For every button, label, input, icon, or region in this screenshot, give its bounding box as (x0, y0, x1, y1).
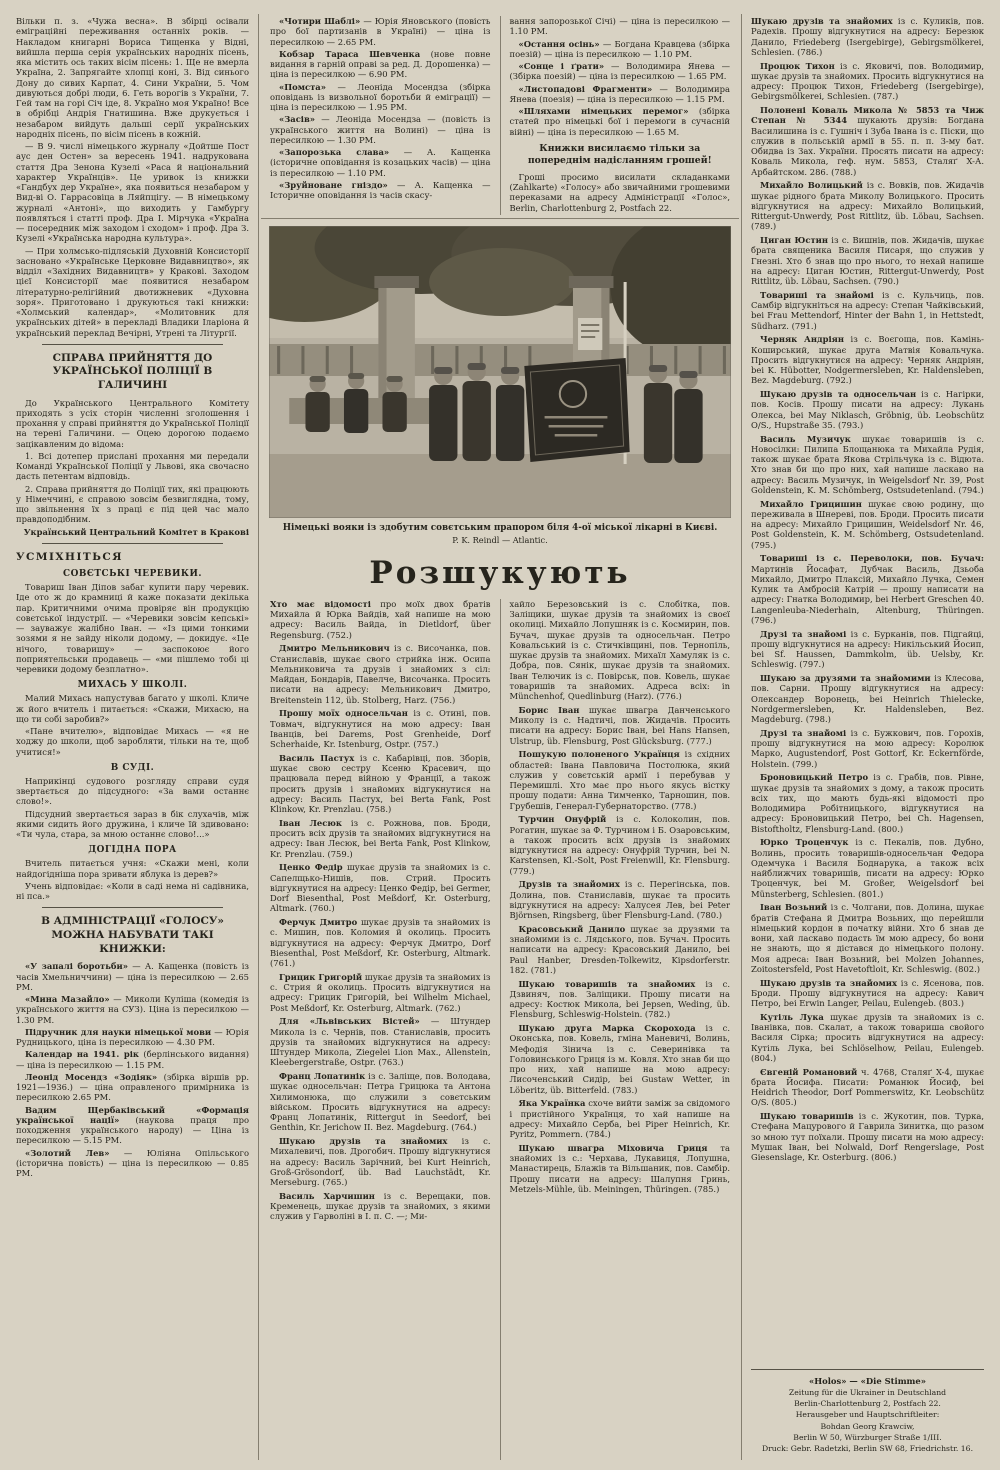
news-item: Календар на 1941. рік (берлінського видання) — ціна із пересилкою — 1.15 РМ. (16, 1049, 250, 1070)
notice: Процюк Тихон із с. Яковичі, пов. Володимир, шукає друзів та знайомих. Просить відгукнутися на адресу: Процюк Тихон, Friedeberg (Isergebirge), Gebirgsmölkerei, Schlesien. (787.) (751, 60, 984, 102)
photo-credit: P. K. Reindl — Atlantic. (452, 534, 548, 545)
sub-heading: ДОГІДНА ПОРА (88, 845, 177, 856)
imprint-line: Berlin-Charlottenburg 2, Postfach 22. (794, 1399, 941, 1409)
photo-kyiv-soldiers (269, 226, 731, 545)
notice: Циган Юстин із с. Вишнів, пов. Жидачів, шукає брата священика Василя Писаря, що служив у Гнезні. Хто б знав що про нього, то нехай напише на адресу: Циган Юстин, Rittergut-Unwerdy, Post Rittlitz, üb. Löbau, Sachsen. (790.) (751, 235, 984, 286)
news-item: Наприкінці судового розгляду справи судя звертається до підсудного: «За вами останнє слово!». (16, 775, 249, 807)
book-ad: вання запорозької Січі) — ціна із пересилкою — 1.10 РМ. (509, 16, 730, 37)
signature: Український Центральний Комітет в Кракові (23, 526, 249, 537)
news-item: До Українського Центрального Комітету приходять з усіх сторін численні зголошення і прохання у справі прийняття до Української Поліції на терені Галичини. — Оцею дорогою подаємо зацікавленим до відома: (16, 397, 249, 449)
notice: Товариші та знайомі із с. Кульчиць, пов. Самбір відгукніться на адресу: Степан Чайківський, bei Frau Mettendorf, Hinter der Bahn 1, in Hettstedt, Südharz. (791.) (751, 289, 984, 331)
notice: Шукаю товаришів із с. Жукотин, пов. Турка, Стефана Мацурового й Гаврила Зинитка, що разом зо мною тут поїхали. Прошу писати на мою адресу: Мушак Іван, bei Nolwald, Dorf Rengerslage, Post Giesenslage, Kr. Osterburg. (806.) (751, 1111, 984, 1162)
imprint (751, 1369, 984, 1454)
imprint-masthead: «Holos» — «Die Stimme» (809, 1375, 926, 1386)
book-ad: Кобзар Тараса Шевченка (нове повне видання в гарній оправі за ред. Д. Дорошенка) — ціна із пересилкою — 6.90 РМ. (270, 48, 491, 80)
book-ad: «Засів» — Леоніда Мосендза — (повість із українського життя на Волині) — ціна із пересилкою — 1.30 РМ. (270, 114, 491, 145)
photo-caption: Німецькі вояки із здобутим совєтським прапором біля 4-ої міської лікарні в Києві. (282, 522, 718, 533)
notice: Кутіль Лука шукає друзів та знайомих із с. Іванівка, пов. Скалат, а також товариша свойого Василя Сірка; просить відгукнутися на адресу: Кутіль Лука, bei Schlöselhow, Peilau, Eulengeb. (804.) (751, 1011, 984, 1063)
imprint-line: Herausgeber und Hauptschriftleiter: (795, 1410, 940, 1420)
divider (261, 218, 739, 219)
column-2-books (261, 16, 500, 215)
news-item: «У запалі боротьби» — А. Кащенка (повість із часів Хмельниччини) — ціна із пересилкою — 2.65 РМ. (16, 961, 250, 992)
book-ad: Гроші просимо висилати складанками (Zahlkarte) «Голосу» або звичайними грошевими переказами на адресу Адміністрації «Голос», Berlin, Charlottenburg 2, Postfach 22. (509, 171, 730, 213)
notice: Хто має відомості про моїх двох братів Михайла й Юрка Вайдів, хай напише на мою адресу: Василь Вайда, in Dietldorf, über Regensburg. (752.) (270, 598, 491, 640)
sub-heading: СОВЄТСЬКІ ЧЕРЕВИКИ. (63, 569, 202, 580)
imprint-line: Druck: Gebr. Radetzki, Berlin SW 68, Friedrichstr. 16. (761, 1443, 974, 1453)
notice: Шукаю товаришів та знайомих із с. Дзвиняч, пов. Заліщики. Прошу писати на адресу: Костюк Микола, bei Jepsen, Weding, üb. Flensburg, Schleswig-Holstein. (782.) (509, 978, 730, 1020)
column-4 (742, 14, 988, 1460)
imprint-line: Zeitung für die Ukrainer in Deutschland (788, 1388, 947, 1398)
notice: Друзі та знайомі із с. Бурканів, пов. Підгайці, прошу відгукнутися на адресу: Никільський Йосип, bei Sf. Haussen, Dammkolm, üb. Uelsby, Kr. Schleswig. (797.) (751, 628, 984, 670)
notice: Юрко Троценчук із с. Пекалів, пов. Дубно, Волинь, просить товаришів-односельчан Федора Одемчука і Василя Боднарука, а також всіх найближчих товаришів, писати на адресу: Юрко Троценчук, bei M. Großer, Weigelsdorf bei Münsterberg, Schlesien. (801.) (751, 837, 985, 899)
notice: Іван Возьний із с. Чолгани, пов. Долина, шукає братів Стефана й Дмитра Возьних, що перейшли німецький кордон в початку війни. Хто б знав де вони, хай ласкаво подасть їм мою адресу, бо вони не знають, що я дістався до німецького полону. Моя адреса: Іван Возьний, bei Molzen Johannes, Zoitostersfeld, Post Havetoftloit, Kr. Schleswig. (802.) (751, 902, 984, 974)
news-item: 1. Всі дотепер прислані прохання ми передали Команді Української Поліції у Львові, яка свочасно дасть петентам відповідь. (16, 450, 249, 482)
section-heading: В АДМІНІСТРАЦІЇ «ГОЛОСУ» МОЖНА НАБУВАТИ ТАКІ КНИЖКИ: (41, 915, 224, 955)
news-item: 2. Справа прийняття до Поліції тих, які працюють у Німеччині, є справою зовсім безвиглядна, тому, що звільнення їх з праці є під цей час мало правдоподібним. (16, 483, 249, 525)
news-item: Підручник для науки німецької мови — Юрія Рудницького, ціна із пересилкою — 4.30 РМ. (16, 1026, 249, 1048)
notice: Дмитро Мельникович із с. Височанка, пов. Станиславів, шукає свого стрийка інж. Осипа Мельниковича та друзів і знайомих з сіл: Майдан, Бондарів, Павелче, Височанка. Просить писати на адресу: Мельникович Дмитро, Breitenstein 112, üb. Stolberg, Harz. (756.) (270, 643, 491, 705)
book-ad: «Листопадові Фрагменти» — Володимира Янева (поезія) — ціна із пересилкою — 1.15 РМ. (509, 83, 730, 104)
book-ad: «Сонце і ґрати» — Володимира Янева — (Збірка поезій) — ціна із пересилкою — 1.65 РМ. (509, 61, 730, 82)
photo-caption-wrap (269, 523, 731, 545)
notice: Борис Іван шукає швагра Данченського Миколу із с. Надтичі, пов. Жидачів. Просить писати на адресу: Борис Іван, bei Hans Hansen, Ulstrup, üb. Flensburg, Post Glücksburg. (777.) (509, 704, 730, 746)
news-item: Вчитель питається учня: «Скажи мені, коли найдогідніша пора зривати яблука із дерев?» (16, 858, 249, 879)
notice: Шукаю за друзями та знайомими із Клесова, пов. Сарни. Прошу відгукнутися на адресу: Олександер Воронець, bei Heinrich Thielecke, Nordgermersleben, Kr. Haldensleben, Bez. Magdeburg. (798.) (751, 673, 984, 724)
search-notices-row (261, 599, 739, 1460)
notice: Черняк Андріян із с. Воєгоща, пов. Камінь-Коширський, шукає друга Матвія Ковальчука. Просить відгукнутися на адресу: Черняк Андріян, bei K. Hübotter, Nodgermersleben, Kr. Haldensleben, Bez. Magdeburg. (792.) (751, 334, 984, 386)
notice: Михайло Волицький із с. Вовків, пов. Жидачів шукає рідного брата Миколу Волицького. Просить відгукнутися на адресу: Михайло Волицький, Rittergut-Unwerdy, Post Rittlitz, üb. Löbau, Sachsen. (789.) (751, 180, 984, 232)
news-item: Малий Михась напустував багато у школі. Кличе ж його вчитель і питається: «Скажи, Михасю, на що ти собі заробив?» (16, 693, 249, 724)
notice: Яка Українка схоче вийти заміж за свідомого і пристійного Українця, то хай напише на адресу: Михайло Серба, bei Piper Heinrich, Kr. Pyritz, Pommern. (784.) (509, 1098, 730, 1140)
notice: Шукаю друга Марка Скорохода із с. Оконська, пов. Ковель, гміна Маневичі, Волинь, Мефодія Зінича із с. Северинівка та Головинського Гриця із м. Ковля. Хто знав би що про них, хай напише на мою адресу: Лисоченський Сидір, bei Gustaw Wetter, in Löberitz, üb. Bitterfeld. (783.) (509, 1023, 730, 1095)
notice: Ферчук Дмитро шукає друзів та знайомих із с. Мишин, пов. Коломия й околиць. Просить відгукнутися на адресу: Ферчук Дмитро, Dorf Biesenthal, Post Meßdorf, Kr. Osterburg, Altmark. (761.) (270, 917, 491, 969)
notice: Для «Львівських Вістей» — Штундер Микола із с. Чернів, пов. Станиславів, просить друзів та знайомих відгукнутися на адресу: Штундер Микола, Ziegelei Lion Max., Allenstein, Kleebergerstraße, Ostpr. (763.) (270, 1016, 491, 1068)
column-1 (12, 14, 258, 1460)
bold-note: Книжки висилаємо тільки за попереднім надісланням грошей! (527, 142, 712, 166)
sub-heading: МИХАСЬ У ШКОЛІ. (77, 680, 188, 691)
notice: Прошу моїх односельчан із с. Отині, пов. Товмач, відгукнутися на мою адресу: Іван Іванців, bei Darems, Post Grenheide, Dorf Scherhaide, Kr. Istenburg, Ostpr. (757.) (270, 708, 491, 750)
column-4-notices (751, 16, 984, 1166)
book-ad: «Запорозька слава» — А. Кащенка (історичне оповідання із козацьких часів) — ціна із пересилкою — 1.10 РМ. (270, 147, 491, 178)
notice: Красовський Данило шукає за друзями та знайомими із с. Лядського, пов. Бучач. Просить написати на адресу: Красовський Данило, bei Paul Hanber, Dresden-Tolkewitz, Kipsdorferstr. 182. (781.) (509, 923, 730, 975)
news-item: Товариш Іван Діпов забаг купити пару черевик. Іде ото ж до крамниці й каже показати декілька пар. Критичними очима провіряє він продукцію совєтської індустрії. — «Черевики зовсім кепські» — зауважує жалібно Іван. — «Із цими тонкими зозями я не зайду ніколи додому, — докидує. «Це нічого, товаришу» — заспокоює його поприятельськи продавець — «ми пішлемо тобі ці черевики додому безплатно». (16, 582, 249, 675)
notice: Михайло Грицишин шукає свою родину, що переживала в Шнереві, пов. Броди. Просить писати на адресу: Михайло Грицишин, Weidelsdorf Nr. 46, Post Goldenstein, K. M. Schömberg, Ostsudetenland. (795.) (751, 498, 984, 550)
imprint-line: Berlin W 50, Würzburger Straße 1/III. (793, 1432, 942, 1442)
notice: Ценко Федір шукає друзів та знайомих із с. Сапелщько-Нишів, пов. Стрий. Просить відгукнутися на адресу: Ценко Федір, bei Germer, Dorf Biesenthal, Post Meßdorf, Kr. Osterburg, Altmark. (760.) (270, 862, 491, 914)
divider (42, 543, 223, 544)
notice: Пошукую полоненого Українця із східних областей: Івана Павловича Постолюка, який служив у совєтській армії і перебував у Перемишлі. Хто має про нього якусь вістку прошу подати: Анна Тимченко, Тарношин, пов. Грубешів, Генерал-Губернаторство. (778.) (509, 749, 730, 811)
section-title-rozshukuyut: Розшукують (369, 554, 631, 591)
book-ads-row (261, 16, 739, 215)
news-item: — При холмсько-підляській Духовній Консисторії засновано «Українське Церковне Видавництво», як відділ «Західних Видавництв» у Кракові. Заходом цієї Консисторії має появитися незабаром літературно-релігійний двотижневик «Духовна зоря». Приготовано і друкуються такі книжки: «Холмський календар», «Молитовник для українських дітей» в перекладі Владики Іларіона й український переклад Вечірні, Утрені та Літургії. (16, 245, 249, 338)
notice: Франц Лопатинік із с. Заліще, пов. Володава, шукає односельчан: Петра Грицюка та Антона Хилимонюка, що служили з совєтським військом. Просить відгукнутися на адресу: Франц Лопатинік, Rittergut in Seedorf, bei Genthin, Kr. Jerichow II. Bez. Magdeburg. (764.) (270, 1071, 491, 1133)
news-item: Учень відповідає: «Коли в саді нема ні садівника, ні пса.» (16, 880, 249, 902)
notice: Євгеній Романовий ч. 4768, Сталяґ X-4, шукає брата Йосифа. Писати: Романюк Йосиф, bei Heidrich Theodor, Dorf Pommerswitz, Kr. Leobschütz O/S. (805.) (751, 1066, 984, 1108)
book-ad: «Чотири Шаблі» — Юрія Яновського (повість про бої партизанів в Україні) — ціна із пересилкою — 2.65 РМ. (270, 16, 491, 47)
notice: Шукаю друзів та знайомих із с. Куликів, пов. Радехів. Прошу відгукнутися на адресу: Березюк Данило, Friedeberg (Isergebirge), Gebirgsmölkerei, Schlesien. (786.) (751, 16, 984, 57)
column-3-notices (500, 599, 740, 1460)
column-3-books (500, 16, 740, 215)
divider (42, 344, 223, 345)
notice: Шукаю друзів та знайомих із с. Михалевичі, пов. Дрогобич. Прошу відгукнутися на адресу: Василь Зарічний, bei Kurt Heinrich, Groß-Grösondorf, üb. Bad Lauchstädt, Kr. Merseburg. (765.) (270, 1136, 491, 1188)
notice: Шукаю друзів та знайомих із с. Ясенова, пов. Броди. Прошу відгукнутися на адресу: Кавич Петро, bei Erwin Langer, Peilau, Eulengeb. (803.) (751, 977, 985, 1008)
book-ad: «Зруйноване гніздо» — А. Кащенка — Історичне оповідання із часів скасу- (270, 179, 491, 200)
news-item: «Золотий Лев» — Юліяна Опільського (історична повість) — ціна із пересилкою — 0.85 РМ. (16, 1147, 249, 1179)
news-item: Леонід Мосендз «Зодіяк» (збірка віршів рр. 1921—1936.) — ціна оправленого примірника із пересилкою 2.65 РМ. (16, 1071, 249, 1103)
news-item: — В 9. числі німецького журналу «Дойтше Пост аус ден Остен» за вересень 1941. надрукована стаття Дра Зенона Кузелі «Раса й національний характер Українців». Це уривок із книжки «Гандбух дер Україне», яка появиться незабаром у Вид-ві О. Гаррасовіца в Ляйпцігу. — В німецькому журналі «Антоні», що виходить у Гамбургу появляться і статті проф. Дра І. Мірчука «Україна — посередник між заходом і сходом» і проф. Дра З. Кузелі «Українська народна культура». (16, 141, 249, 244)
book-ad: «Помста» — Леоніда Мосендза (збірка оповідань із визвольної боротьби й еміграції) — ціна із пересилкою — 1.95 РМ. (270, 81, 491, 112)
news-item: Вільки п. з. «Чужа весна». В збірці осівали еміграційні переживання останніх років. — Накладом книгарні Вориса Тищенка у Відні, вийшла перша серія українських народніх пісень, яка містить ось таких вісім пісень: 1. Ще не вмерла Україна, 2. Запрягайте хлопці коні, 3. Від синього Дону до сивих Карпат, 4. Сини України, 5. Чом дивуються добрі люди, 6. Геть ворогів з України, 7. Гей там на горі Січ іде, 8. Україно моя Україно! Все в обрібці Андрія Гнатишина. Вже друкується і незабаром вийдуть дальші серії українських народніх пісень, по вісім пісень в кожній. (16, 16, 249, 139)
news-item: Вадим Щербаківський «Формація української нації» (наукова праця про походження українського народу) — Ціна із пересилкою — 5.15 РМ. (16, 1104, 249, 1146)
notice: Грицик Григорій шукає друзів та знайомих із с. Стрия й околиць. Просить відгукнутися на адресу: Грицик Григорій, bei Wilhelm Michael, Post Meßdorf, Kr. Osterburg, Altmark. (762.) (270, 971, 491, 1013)
book-ad: «Шляхами німецьких перемог» (збірка статей про німецькі бої і перемоги в сучасній війні) — ціна із пересилкою — 1.65 М. (509, 106, 730, 137)
sub-heading: В СУДІ. (110, 762, 155, 773)
notice: Василь Музичук шукає товаришів із с. Новосілки: Пилипа Блощанюка та Михайла Рудія, також шукає брата Якова Стрільчука із с. Відюта. Хто знав би що про них, хай напише ласкаво на адресу: Василь Музичук, in Weigelsdorf Nr. 39, Post Goldenstein, K. M. Schömberg, Ostsudetenland. (794.) (751, 433, 984, 495)
section-heading: СПРАВА ПРИЙНЯТТЯ ДО УКРАЇНСЬКОЇ ПОЛІЦІЇ В ГАЛИЧИНІ (52, 351, 213, 392)
book-ad: «Остання осінь» — Богдана Кравцева (збірка поезій) — ціна із пересилкою — 1.10 РМ. (509, 38, 730, 59)
column-2-notices (261, 599, 500, 1460)
notice: Полонені Коваль Микола № 5853 та Чиж Степан № 5344 шукають друзів: Богдана Василишина із с. Гушніч і Зуба Івана із с. Піски, що служив в польській армії в 55. п. п. 3-му бат. Обидва із Зах. України. Просять писати на адресу: Коваль Микола, геф. нум. 5853, Сталяґ X-А. Арбайтском. 286. (788.) (751, 105, 984, 177)
imprint-line: Bohdan Georg Krawciw, (820, 1421, 915, 1431)
middle-section (258, 14, 742, 1460)
notice: Броновицький Петро із с. Грабів, пов. Рівне, шукає друзів та знайомих з дому, а також просить всіх тих, що мають будь-які відомості про Володимира Робітницького, відгукнутися на адресу: Броновицький Петро, bei Ch. Hagensen, Bistoftholtz, Flensburg-Land. (800.) (751, 772, 984, 834)
news-item: «Мина Мазайло» — Миколи Куліша (комедія із українського життя на СУЗ). Ціна із пересилкою — 1.30 РМ. (16, 994, 249, 1025)
news-item: «Пане вчителю», відповідає Михась — «я не ходжу до школи, щоб заробляти, тільки на те, щоб учитися!» (16, 726, 249, 757)
notice: Василь Харчишин із с. Верещаки, пов. Кременець, шукає друзів та знайомих, з якими служив у Гарволіні в І. п. С. —; Ми- (270, 1190, 491, 1222)
notice: Друзі та знайомі із с. Бужкович, пов. Горохів, прошу відгукнутися на мою адресу: Королюк Марко, Augustendorf, Post Gottorf, Kr. Eckernförde, Holstein. (799.) (751, 727, 984, 769)
photo-illustration (269, 226, 731, 518)
columns-wrap (12, 14, 988, 1460)
notice: Василь Пастух із с. Кабарівці, пов. Зборів, шукає свою сестру Ксеню Красевич, що працювала перед війною у Франції, а також просить друзів і знайомих відгукнутися на адресу: Василь Пастух, bei Berta Fank, Post Klinkow, Kr. Prenzlau. (758.) (270, 752, 491, 815)
section-heading: УСМІХНІТЬСЯ (16, 551, 123, 564)
notice: Турчин Онуфрій із с. Колоколин, пов. Рогатин, шукає за Ф. Турчином і Б. Озаровським, а також просить всіх друзів із знайомих відгукнутися на адресу: Онуфрій Турчин, bei N. Karstensen, Kl.-Solt, Post Freienwill, Kr. Flensburg. (779.) (509, 814, 730, 876)
notice: Шукаю швагра Міховича Гриця та знайомих із с.: Черхава, Лукавиця, Лопушна, Манастирець, Блажів та Вільшаник, пов. Самбір. Прошу писати на адресу: Шалупня Гринь, Metzels-Mühle, üb. Meiningen, Thüringen. (785.) (509, 1142, 730, 1194)
notice: Шукаю друзів та односельчан із с. Нагірки, пов. Косів. Прошу писати на адресу: Лукань Олекса, bei May Niklasch, Gröbnig, üb. Leobschütz O/S., Hupstraße 35. (793.) (751, 389, 984, 430)
news-item: Підсудний звертається зараз в бік слухачів, між якими сидить його дружина, і кличе їй здивовано: «Ти чула, стара, за мною останнє слово!...» (16, 808, 249, 840)
notice: хайло Березовський із с. Слобітка, пов. Заліщики, шукає друзів та знайомих із своєї околиці. Михайло Лопушняк із с. Космирин, пов. Бучач, шукає друзів та односельчан. Петро Ковальський із с. Стичківщині, пов. Тернопіль, шукає друзів та знайомих. Михаїл Хамуляк із с. Добра, пов. Сянік, шукає друзів та знайомих. Іван Телючик із с. Повірськ, пов. Ковель, шукає товаришів та знайомих. Адреса всіх: in Münchenhof, Quedlinburg (Harz). (776.) (509, 598, 730, 702)
notice: Друзів та знайомих із с. Перегінська, пов. Долина, пов. Станиславів, шукає та просить відгукнутися на адресу: Халусея Лев, bei Peter Björnsen, Ringsberg, über Flensburg-Land. (780.) (509, 879, 730, 921)
divider (42, 907, 223, 908)
notice: Товариші із с. Переволоки, пов. Бучач: Мартинів Йосафат, Дубчак Василь, Дзьоба Михайло, Дмитро Плаксій, Михайло Лучка, Семен Кулик та Амбросій Катрій — прошу написати на адресу: Гнатка Володимир, bei Herbert Greschen 40. Langenleuba-Niederhain, Altenburg, Thüringen. (796.) (751, 553, 984, 625)
notice: Іван Лесюк із с. Рожнова, пов. Броди, просить всіх друзів та знайомих відгукнутися на адресу: Іван Лесюк, bei Berta Fank, Post Klinkow, Kr. Prenzlau. (759.) (270, 817, 491, 859)
